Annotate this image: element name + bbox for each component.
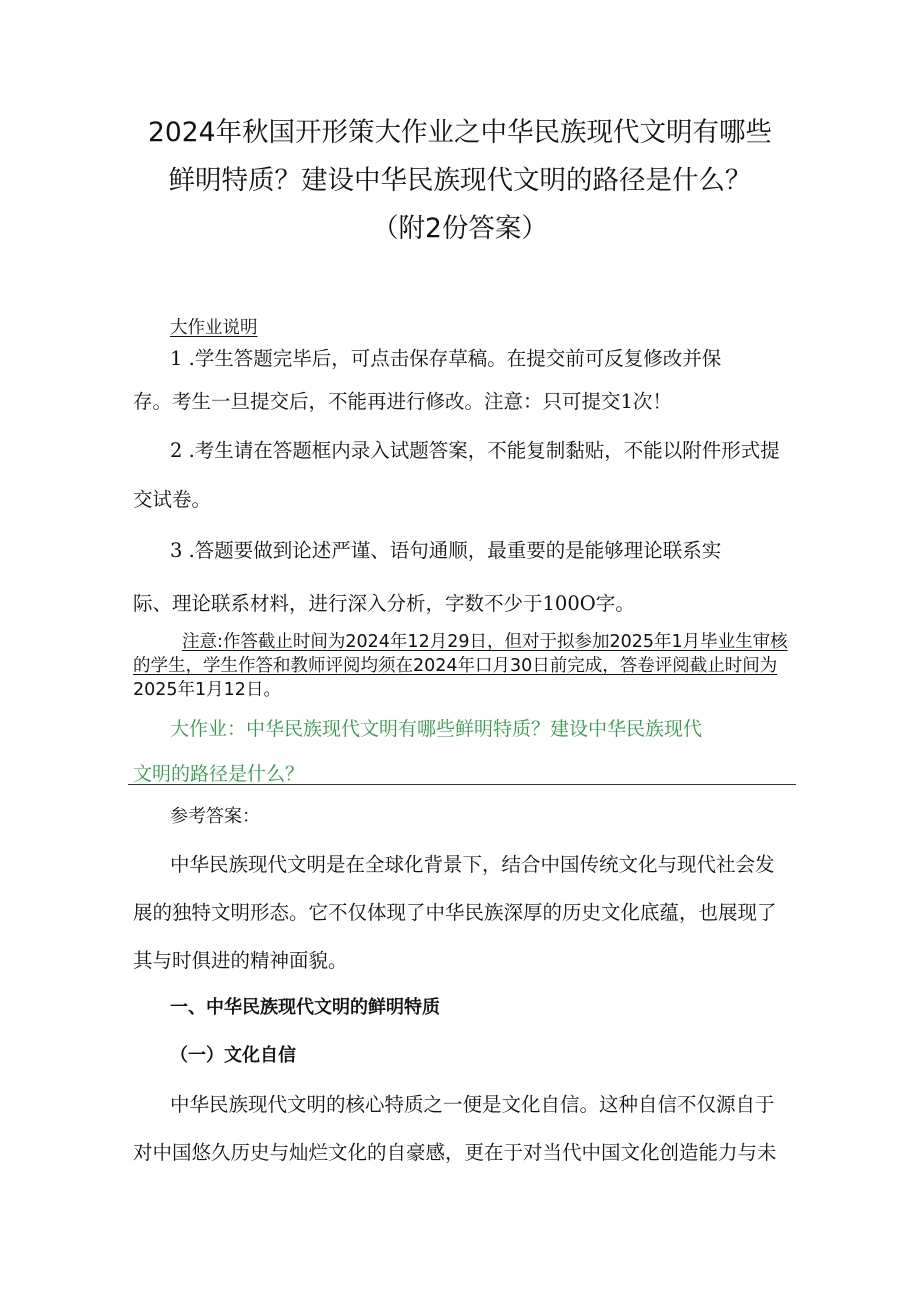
document-title-line-1: 2024年秋国开形策大作业之中华民族现代文明有哪些 (148, 117, 772, 148)
answer-intro-line-2: 展的独特文明形态。它不仅体现了中华民族深厚的历史文化底蕴，也展现了 (133, 901, 777, 924)
deadline-notice-line-1 (182, 631, 788, 653)
document-title-line-2: 鲜明特质？建设中华民族现代文明的路径是什么？ (168, 165, 752, 196)
subsection-1-heading: （一）文化自信 (170, 1045, 296, 1066)
answer-label: 参考答案： (170, 806, 260, 827)
instruction-item-2-line-1: 2 .考生请在答题框内录入试题答案，不能复制黏贴，不能以附件形式提 (170, 439, 780, 462)
paragraph-1-line-1: 中华民族现代文明的核心特质之一便是文化自信。这种自信不仅源自于 (170, 1093, 775, 1116)
instruction-item-3-line-1: 3 .答题要做到论述严谨、语句通顺，最重要的是能够理论联系实 (170, 539, 722, 562)
deadline-notice-text-1: 注意:作答截止时间为2024年12月29日，但对于拟参加2025年1月毕业生审核 (182, 632, 788, 652)
paragraph-1-line-2: 对中国悠久历史与灿烂文化的自豪感，更在于对当代中国文化创造能力与未 (133, 1141, 777, 1164)
assignment-question-line-1: 大作业：中华民族现代文明有哪些鲜明特质？建设中华民族现代 (170, 718, 703, 740)
instruction-item-1-line-2: 存。考生一旦提交后，不能再进行修改。注意：只可提交1次！ (133, 390, 672, 413)
answer-intro-line-3: 其与时俱进的精神面貌。 (133, 949, 348, 972)
document-title-line-3: （附2份答案） (372, 213, 548, 244)
instruction-item-1-line-1: 1 .学生答题完毕后，可点击保存草稿。在提交前可反复修改并保 (170, 347, 722, 370)
horizontal-divider (128, 784, 796, 785)
deadline-notice-line-2 (133, 655, 777, 677)
assignment-question-line-2: 文明的路径是什么？ (133, 763, 305, 785)
section-1-heading: 一、中华民族现代文明的鲜明特质 (170, 997, 440, 1018)
instruction-item-3-line-2: 际、理论联系材料，进行深入分析，字数不少于100O字。 (133, 592, 635, 615)
answer-intro-line-1: 中华民族现代文明是在全球化背景下，结合中国传统文化与现代社会发 (170, 853, 775, 876)
instructions-heading: 大作业说明 (170, 318, 258, 338)
deadline-notice-line-3: 2025年1月12日。 (133, 680, 281, 700)
instruction-item-2-line-2: 交试卷。 (133, 488, 212, 511)
deadline-notice-text-2: 的学生，学生作答和教师评阅均须在2024年口月30日前完成，答卷评阅截止时间为 (133, 656, 778, 676)
